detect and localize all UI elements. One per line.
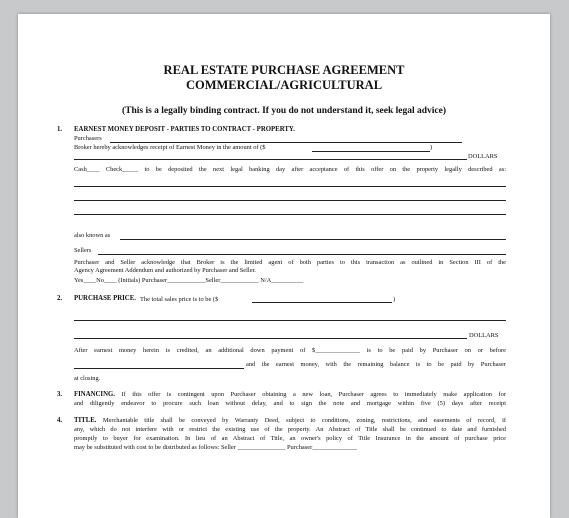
agency-text-2: Agency Agreement Addendum and authorized by Purchaser and Seller. xyxy=(74,267,256,274)
legal-description-line-3[interactable] xyxy=(74,214,506,215)
earnest-amount-field[interactable] xyxy=(312,151,430,152)
earnest-words-field[interactable] xyxy=(74,159,467,160)
sellers-field[interactable] xyxy=(98,254,506,255)
earnest-dollars-label: DOLLARS xyxy=(468,153,498,160)
purchasers-field[interactable] xyxy=(110,142,462,143)
sales-price-words-line-2[interactable] xyxy=(74,338,467,339)
down-payment-text-1: After earnest money herein is credited, an additional down payment of $______________ is to be paid by Purchaser on or before xyxy=(74,347,506,354)
title-text-4[interactable]: may be substituted with cost to be distributed as follows: Seller _______________ Purchaser______________ xyxy=(74,444,357,451)
down-payment-text-3: at closing. xyxy=(74,375,101,382)
sales-price-text: The total sales price is to be ($ xyxy=(140,295,219,303)
sales-price-field[interactable] xyxy=(252,302,392,303)
sales-price-close-paren: ) xyxy=(393,295,396,303)
down-payment-date-field[interactable] xyxy=(74,368,244,369)
sales-price-dollars-label: DOLLARS xyxy=(469,332,499,339)
legal-description-line-1[interactable] xyxy=(74,186,506,187)
sales-price-words-line-1[interactable] xyxy=(74,320,506,321)
title-text-1 xyxy=(74,417,506,424)
financing-text-2: and diligently endeavor to procure such loan without delay, and to sign the note and mortgage within five (5) days after receipt xyxy=(74,400,506,407)
also-known-field[interactable] xyxy=(120,239,506,240)
agency-text-1: Purchaser and Seller acknowledge that Broker is the limited agent of both parties to this transaction as outlined in Section III of the xyxy=(74,259,506,266)
legal-description-line-2[interactable] xyxy=(74,200,506,201)
document-subtitle: COMMERCIAL/AGRICULTURAL xyxy=(185,78,383,92)
section-2-heading: PURCHASE PRICE. xyxy=(74,295,136,302)
document-page xyxy=(18,14,550,518)
earnest-close-paren: ) xyxy=(430,144,433,151)
financing-sentence-1: If this offer is contingent upon Purchaser obtaining a new loan, Purchaser agrees to immediately make application for xyxy=(121,391,506,398)
section-3-number: 3. xyxy=(57,391,63,398)
document-title: REAL ESTATE PURCHASE AGREEMENT xyxy=(163,63,405,77)
section-4-heading: TITLE. xyxy=(74,417,97,424)
sellers-label: Sellers xyxy=(74,247,92,254)
section-3-heading: FINANCING. xyxy=(74,391,115,398)
title-text-2: any, which do not interfere with or restrict the existing use of the property. An Abstract of Title shall be continued to date and furnished xyxy=(74,426,506,433)
also-known-label: also known as xyxy=(74,232,111,239)
purchasers-label: Purchasers xyxy=(74,135,102,142)
section-1-number: 1. xyxy=(57,126,63,133)
broker-receipt-text: Broker hereby acknowledges receipt of Earnest Money in the amount of ($ xyxy=(74,144,266,151)
section-1-heading: EARNEST MONEY DEPOSIT - PARTIES TO CONTRACT - PROPERTY. xyxy=(74,126,295,133)
financing-text-1 xyxy=(74,391,506,398)
deposit-text: Cash____ Check_____ to be deposited the next legal banking day after acceptance of this offer on the property legally described as: xyxy=(74,166,506,173)
section-4-number: 4. xyxy=(57,417,63,424)
agency-initials[interactable]: Yes____No____ (Initials) Purchaser____________Seller____________ N/A__________ xyxy=(74,277,304,284)
section-2-number: 2. xyxy=(57,295,63,302)
down-payment-text-2: and the earnest money, with the remaining balance is to be paid by Purchaser xyxy=(246,361,506,368)
legal-notice: (This is a legally binding contract. If you do not understand it, seek legal advice) xyxy=(121,106,447,116)
title-sentence-1: Merchantable title shall be conveyed by Warranty Deed, subject to conditions, zoning, restrictions, and easements of record, if xyxy=(102,417,506,424)
title-text-3: promptly to buyer for examination. In lieu of an Abstract of Title, an owner's policy of Title Insurance in the amount of purchase price xyxy=(74,435,506,442)
